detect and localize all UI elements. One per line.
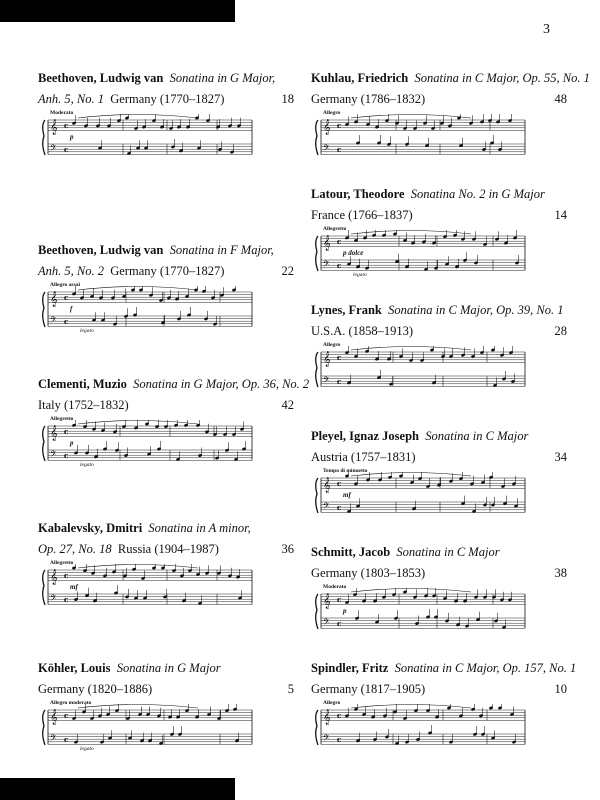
svg-text:𝄞: 𝄞 xyxy=(323,593,331,609)
music-incipit xyxy=(38,700,294,756)
entry-heading xyxy=(311,426,567,447)
svg-text:𝄢: 𝄢 xyxy=(323,144,330,156)
sonatina-entry xyxy=(311,300,567,398)
svg-text:𝄞: 𝄞 xyxy=(323,477,331,493)
svg-text:𝄢: 𝄢 xyxy=(323,502,330,514)
svg-text:c: c xyxy=(64,317,69,326)
page-reference: 34 xyxy=(554,450,567,464)
sonatina-title: Sonatina in C Major, Op. 55, No. 1 xyxy=(414,71,590,85)
page-number: 3 xyxy=(543,22,550,37)
sonatina-entry xyxy=(38,518,294,616)
staff-notation-image xyxy=(38,704,294,756)
country-dates: Germany (1817–1905) xyxy=(311,682,426,696)
svg-text:c: c xyxy=(337,145,342,154)
tempo-marking: Moderato xyxy=(323,584,347,590)
svg-text:c: c xyxy=(337,261,342,270)
sonatina-entry xyxy=(311,658,577,756)
entry-details xyxy=(311,89,567,110)
tempo-marking: Allegretto xyxy=(323,226,347,232)
sonatina-entry xyxy=(38,374,310,472)
entry-details xyxy=(311,563,567,584)
bottom-black-bar xyxy=(0,778,235,800)
expression-marking: legato xyxy=(80,462,94,468)
svg-text:c: c xyxy=(337,479,342,488)
entry-details xyxy=(311,679,567,700)
svg-text:c: c xyxy=(64,427,69,436)
page-reference: 5 xyxy=(287,682,294,696)
svg-text:c: c xyxy=(64,121,69,130)
entry-heading xyxy=(311,300,567,321)
country-dates: Austria (1757–1831) xyxy=(311,450,416,464)
music-incipit xyxy=(311,584,567,640)
entry-heading xyxy=(311,68,590,89)
staff-notation-image xyxy=(311,114,567,166)
sonatina-entry xyxy=(38,68,294,166)
svg-text:𝄞: 𝄞 xyxy=(50,291,58,307)
svg-text:𝄞: 𝄞 xyxy=(323,709,331,725)
sonatina-title: Sonatina in C Major, Op. 157, No. 1 xyxy=(394,661,577,675)
composer-name: Pleyel, Ignaz Joseph xyxy=(311,429,419,443)
sonatina-title: Sonatina in C Major xyxy=(425,429,529,443)
staff-notation-image xyxy=(311,346,567,398)
tempo-marking: Tempo di minuetto xyxy=(323,468,368,474)
dynamic-marking: f xyxy=(70,305,73,313)
composer-name: Latour, Theodore xyxy=(311,187,405,201)
staff-notation-image xyxy=(311,588,567,640)
svg-text:c: c xyxy=(337,735,342,744)
svg-text:𝄞: 𝄞 xyxy=(50,569,58,585)
staff-notation-image xyxy=(38,420,294,472)
svg-text:c: c xyxy=(337,237,342,246)
page-reference: 10 xyxy=(554,682,567,696)
svg-text:𝄞: 𝄞 xyxy=(323,119,331,135)
sonatina-title-cont: Anh. 5, No. 2 xyxy=(38,264,104,278)
music-incipit xyxy=(311,468,567,524)
composer-name: Beethoven, Ludwig van xyxy=(38,243,164,257)
composer-name: Lynes, Frank xyxy=(311,303,382,317)
music-incipit xyxy=(38,282,294,338)
svg-text:𝄞: 𝄞 xyxy=(323,235,331,251)
sonatina-title: Sonatina in A minor, xyxy=(148,521,251,535)
tempo-marking: Allegro xyxy=(323,110,341,116)
svg-text:𝄢: 𝄢 xyxy=(323,376,330,388)
sonatina-entry xyxy=(38,240,294,338)
dynamic-marking: mf xyxy=(343,491,351,499)
svg-text:𝄢: 𝄢 xyxy=(50,450,57,462)
tempo-marking: Allegro assai xyxy=(50,282,80,288)
music-incipit xyxy=(38,416,294,472)
tempo-marking: Allegretto xyxy=(50,560,74,566)
page-reference: 42 xyxy=(281,398,294,412)
svg-text:c: c xyxy=(64,451,69,460)
sonatina-entry xyxy=(311,542,567,640)
entry-details xyxy=(38,395,294,416)
entry-heading xyxy=(311,658,577,679)
sonatina-title: Sonatina in G Major, xyxy=(169,71,276,85)
country-dates: Germany (1820–1886) xyxy=(38,682,153,696)
top-black-bar xyxy=(0,0,235,22)
entry-details xyxy=(311,447,567,468)
entry-details xyxy=(38,679,294,700)
sonatina-title: Sonatina in F Major, xyxy=(169,243,274,257)
entry-details xyxy=(38,539,294,560)
sonatina-title: Sonatina in C Major, Op. 39, No. 1 xyxy=(388,303,564,317)
music-incipit xyxy=(311,342,567,398)
entry-heading xyxy=(38,374,310,395)
entry-details xyxy=(311,321,567,342)
entry-heading xyxy=(38,240,294,261)
svg-text:𝄢: 𝄢 xyxy=(323,618,330,630)
sonatina-title: Sonatina in G Major xyxy=(116,661,221,675)
composer-name: Schmitt, Jacob xyxy=(311,545,391,559)
composer-name: Kabalevsky, Dmitri xyxy=(38,521,143,535)
tempo-marking: Allegro xyxy=(323,342,341,348)
page-reference: 38 xyxy=(554,566,567,580)
music-incipit xyxy=(38,110,294,166)
composer-name: Spindler, Fritz xyxy=(311,661,389,675)
svg-text:c: c xyxy=(64,293,69,302)
sonatina-title-cont: Op. 27, No. 18 xyxy=(38,542,112,556)
tempo-marking: Allegro xyxy=(323,700,341,706)
music-incipit xyxy=(311,226,567,282)
expression-marking: legato xyxy=(80,328,94,334)
sonatina-title: Sonatina No. 2 in G Major xyxy=(410,187,545,201)
sonatina-entry xyxy=(38,658,294,756)
svg-text:c: c xyxy=(337,503,342,512)
composer-name: Clementi, Muzio xyxy=(38,377,127,391)
svg-text:c: c xyxy=(337,711,342,720)
svg-text:𝄢: 𝄢 xyxy=(50,594,57,606)
dynamic-marking: mf xyxy=(70,583,78,591)
sonatina-title: Sonatina in C Major xyxy=(396,545,500,559)
sonatina-entry xyxy=(311,426,567,524)
composer-name: Köhler, Louis xyxy=(38,661,111,675)
entry-details xyxy=(311,205,567,226)
staff-notation-image xyxy=(38,114,294,166)
svg-text:c: c xyxy=(64,571,69,580)
dynamic-marking: p xyxy=(70,133,74,141)
tempo-marking: Allegro moderato xyxy=(50,700,92,706)
expression-marking: legato xyxy=(353,272,367,278)
page-reference: 22 xyxy=(281,264,294,278)
staff-notation-image xyxy=(311,704,567,756)
entry-details xyxy=(38,89,294,110)
composer-name: Kuhlau, Friedrich xyxy=(311,71,409,85)
tempo-marking: Moderato xyxy=(50,110,74,116)
expression-marking: legato xyxy=(80,746,94,752)
page-reference: 14 xyxy=(554,208,567,222)
entry-details xyxy=(38,261,294,282)
svg-text:𝄢: 𝄢 xyxy=(323,734,330,746)
country-dates: Germany (1770–1827) xyxy=(110,92,225,106)
svg-text:c: c xyxy=(337,595,342,604)
svg-text:𝄢: 𝄢 xyxy=(323,260,330,272)
sonatina-title-cont: Anh. 5, No. 1 xyxy=(38,92,104,106)
page-reference: 48 xyxy=(554,92,567,106)
music-incipit xyxy=(311,700,567,756)
svg-text:𝄢: 𝄢 xyxy=(50,316,57,328)
country-dates: Germany (1803–1853) xyxy=(311,566,426,580)
country-dates: Germany (1770–1827) xyxy=(110,264,225,278)
svg-text:𝄢: 𝄢 xyxy=(50,734,57,746)
country-dates: Germany (1786–1832) xyxy=(311,92,426,106)
page-reference: 18 xyxy=(281,92,294,106)
tempo-marking: Allegretto xyxy=(50,416,74,422)
dynamic-marking: p xyxy=(343,607,347,615)
entry-heading xyxy=(311,542,567,563)
svg-text:𝄞: 𝄞 xyxy=(50,119,58,135)
music-incipit xyxy=(38,560,294,616)
country-dates: Russia (1904–1987) xyxy=(117,542,219,556)
svg-text:c: c xyxy=(64,735,69,744)
page-reference: 36 xyxy=(281,542,294,556)
svg-text:c: c xyxy=(337,353,342,362)
page-reference: 28 xyxy=(554,324,567,338)
svg-text:c: c xyxy=(337,377,342,386)
svg-text:c: c xyxy=(337,619,342,628)
entry-heading xyxy=(38,518,294,539)
sonatina-title: Sonatina in G Major, Op. 36, No. 2 xyxy=(133,377,310,391)
svg-text:c: c xyxy=(64,145,69,154)
staff-notation-image xyxy=(38,286,294,338)
svg-text:𝄞: 𝄞 xyxy=(323,351,331,367)
svg-text:𝄞: 𝄞 xyxy=(50,425,58,441)
music-incipit xyxy=(311,110,567,166)
country-dates: Italy (1752–1832) xyxy=(38,398,129,412)
composer-name: Beethoven, Ludwig van xyxy=(38,71,164,85)
svg-text:𝄢: 𝄢 xyxy=(50,144,57,156)
dynamic-marking: p dolce xyxy=(343,249,364,257)
sonatina-entry xyxy=(311,184,567,282)
svg-text:c: c xyxy=(64,595,69,604)
country-dates: France (1766–1837) xyxy=(311,208,413,222)
entry-heading xyxy=(38,68,294,89)
sonatina-entry xyxy=(311,68,590,166)
svg-text:c: c xyxy=(337,121,342,130)
country-dates: U.S.A. (1858–1913) xyxy=(311,324,414,338)
entry-heading xyxy=(311,184,567,205)
entry-heading xyxy=(38,658,294,679)
svg-text:c: c xyxy=(64,711,69,720)
svg-text:𝄞: 𝄞 xyxy=(50,709,58,725)
dynamic-marking: p xyxy=(70,439,74,447)
